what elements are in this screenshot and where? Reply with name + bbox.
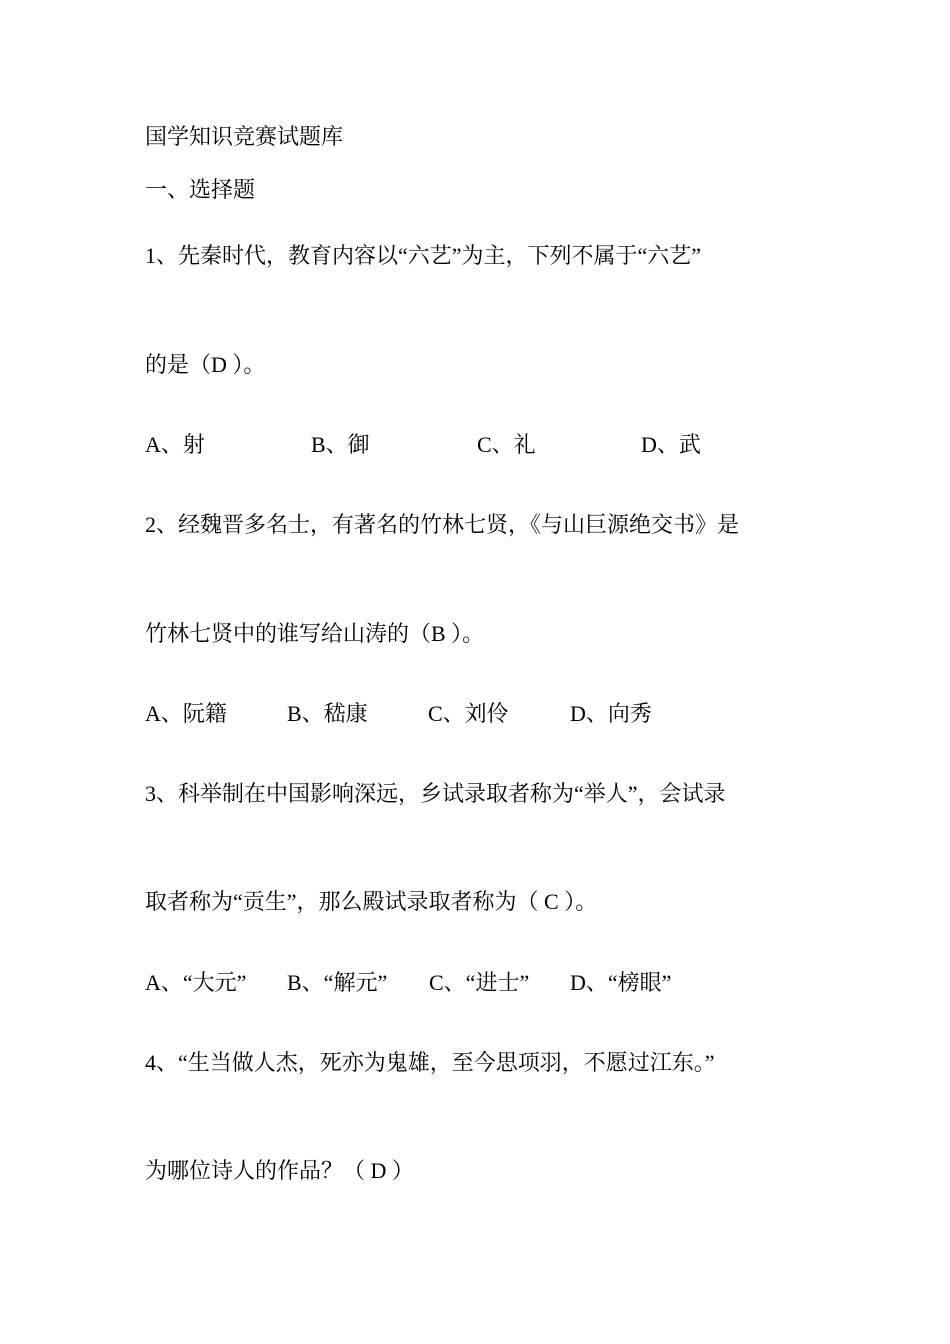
question-1-stem-line2: 的是（D ）。	[145, 352, 266, 377]
question-1-option-b: B、御	[311, 432, 370, 457]
question-1-option-a: A、射	[145, 432, 205, 457]
question-1-stem-line1: 1、先秦时代，教育内容以“六艺”为主，下列不属于“六艺”	[145, 243, 702, 268]
question-4-stem-line2: 为哪位诗人的作品？（ D ）	[145, 1158, 414, 1183]
question-2-stem-line1: 2、经魏晋多名士，有著名的竹林七贤，《与山巨源绝交书》是	[145, 512, 740, 537]
question-3-stem-line2: 取者称为“贡生”，那么殿试录取者称为（ C ）。	[145, 889, 598, 914]
question-1-option-c: C、礼	[477, 432, 536, 457]
question-2-option-b: B、嵇康	[287, 701, 368, 726]
section-heading: 一、选择题	[145, 177, 256, 202]
question-2-option-c: C、刘伶	[428, 701, 509, 726]
question-3-option-d: D、“榜眼”	[570, 970, 672, 995]
question-3-option-a: A、“大元”	[145, 970, 247, 995]
document-title: 国学知识竞赛试题库	[145, 124, 344, 149]
question-2-option-d: D、向秀	[570, 701, 652, 726]
question-3-option-b: B、“解元”	[287, 970, 388, 995]
question-2-option-a: A、阮籍	[145, 701, 227, 726]
question-2-stem-line2: 竹林七贤中的谁写给山涛的（B ）。	[145, 621, 485, 646]
question-1-option-d: D、武	[641, 432, 701, 457]
question-3-stem-line1: 3、科举制在中国影响深远，乡试录取者称为“举人”，会试录	[145, 781, 726, 806]
question-3-option-c: C、“进士”	[429, 970, 530, 995]
question-4-stem-line1: 4、“生当做人杰，死亦为鬼雄，至今思项羽，不愿过江东。”	[145, 1050, 715, 1075]
